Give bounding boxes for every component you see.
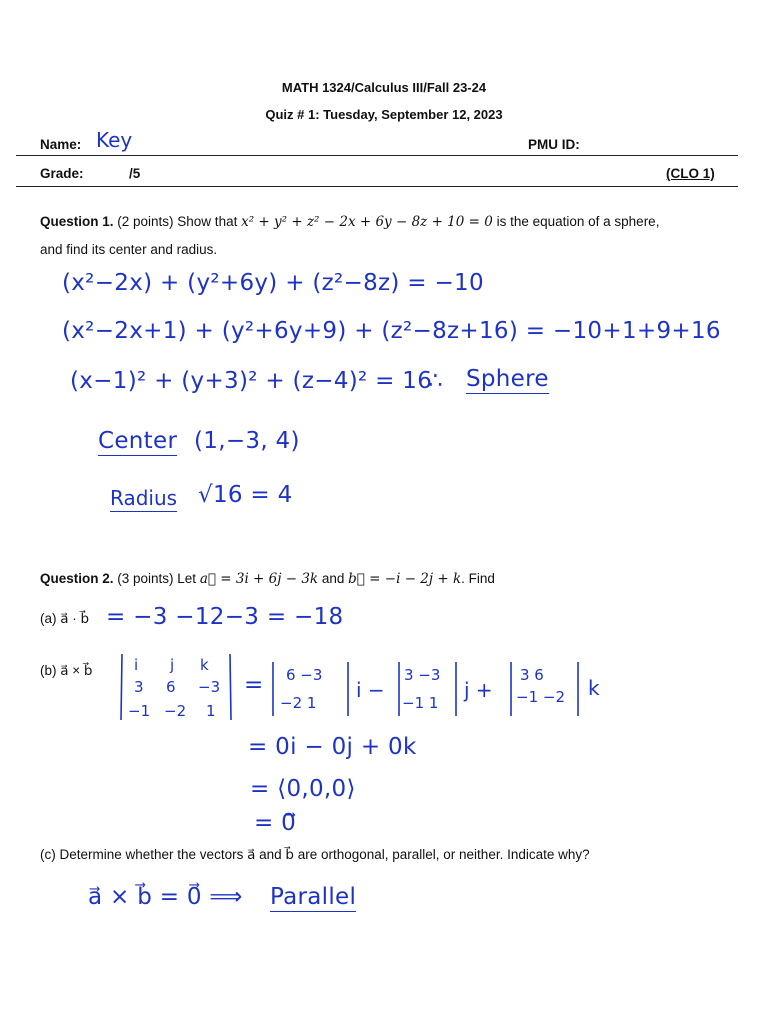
minor-1-unit: i − [356, 678, 385, 702]
question-1-label: Question 1. [40, 214, 114, 229]
radius-label: Radius [110, 486, 178, 510]
det-r1c3: k [200, 656, 209, 674]
part-a-work: = −3 −12−3 = −18 [106, 604, 344, 630]
center-value: (1,−3, 4) [194, 428, 300, 454]
det-r1c2: j [170, 656, 175, 674]
minor-2-bottom: −1 1 [402, 694, 439, 712]
center-label: Center [98, 428, 178, 454]
name-label: Name: [40, 137, 82, 152]
cross-result-line-3: = 0⃗ [254, 810, 297, 836]
vector-b: b⃗ = −i − 2j + k [348, 571, 462, 587]
det-equals: = [244, 672, 264, 698]
sphere-answer: Sphere [466, 366, 549, 392]
part-c-prompt: (c) Determine whether the vectors a⃗ and b⃗ are orthogonal, parallel, or neither. Indicate why? [40, 847, 590, 862]
cross-result-line-1: = 0i − 0j + 0k [248, 734, 417, 760]
q1-work-line-2: (x²−2x+1) + (y²+6y+9) + (z²−8z+16) = −10+1+9+16 [62, 318, 721, 344]
question-1-prompt-line2: and find its center and radius. [40, 242, 218, 257]
q1-work-line-1: (x²−2x) + (y²+6y) + (z²−8z) = −10 [62, 270, 484, 296]
clo-label: (CLO 1) [666, 166, 715, 181]
radius-value: √16 = 4 [198, 482, 293, 508]
question-2-label: Question 2. [40, 571, 114, 586]
det-r3c3: 1 [206, 702, 216, 720]
minor-2-top: 3 −3 [404, 666, 441, 684]
part-b-label: (b) a⃗ × b⃗ [40, 663, 93, 678]
det-r2c3: −3 [198, 678, 221, 696]
det-r2c1: 3 [134, 678, 144, 696]
part-c-work: a⃗ × b⃗ = 0⃗ ⟹ [88, 884, 243, 910]
question-2-prompt: Question 2. (3 points) Let a⃗ = 3i + 6j − 3k and b⃗ = −i − 2j + k. Find [40, 571, 495, 587]
cross-result-line-2: = ⟨0,0,0⟩ [250, 776, 356, 802]
det-r1c1: i [134, 656, 139, 674]
grade-rule [16, 186, 738, 187]
parallel-answer: Parallel [270, 884, 357, 910]
minor-3-top: 3 6 [520, 666, 544, 684]
question-1-prompt: Question 1. (2 points) Show that x² + y² + z² − 2x + 6y − 8z + 10 = 0 is the equation of a sphere, [40, 214, 660, 230]
minor-2-unit: j + [464, 678, 493, 702]
det-r2c2: 6 [166, 678, 176, 696]
minor-1-top: 6 −3 [286, 666, 323, 684]
quiz-title: Quiz # 1: Tuesday, September 12, 2023 [265, 107, 503, 122]
sphere-equation: x² + y² + z² − 2x + 6y − 8z + 10 = 0 [241, 214, 493, 230]
minor-1-bottom: −2 1 [280, 694, 317, 712]
part-a-label: (a) a⃗ · b⃗ [40, 611, 90, 626]
pmu-id-label: PMU ID: [528, 137, 580, 152]
name-value: Key [96, 128, 133, 152]
therefore-symbol: ∴ [428, 368, 443, 394]
vector-a: a⃗ = 3i + 6j − 3k [199, 571, 319, 587]
grade-label: Grade: [40, 166, 84, 181]
grade-value: /5 [129, 166, 141, 181]
minor-3-bottom: −1 −2 [516, 688, 565, 706]
course-title: MATH 1324/Calculus III/Fall 23-24 [281, 80, 487, 95]
det-r3c1: −1 [128, 702, 151, 720]
det-r3c2: −2 [164, 702, 187, 720]
header-rule [16, 155, 738, 156]
minor-3-unit: k [588, 676, 600, 700]
q1-work-line-3: (x−1)² + (y+3)² + (z−4)² = 16 [70, 368, 433, 394]
